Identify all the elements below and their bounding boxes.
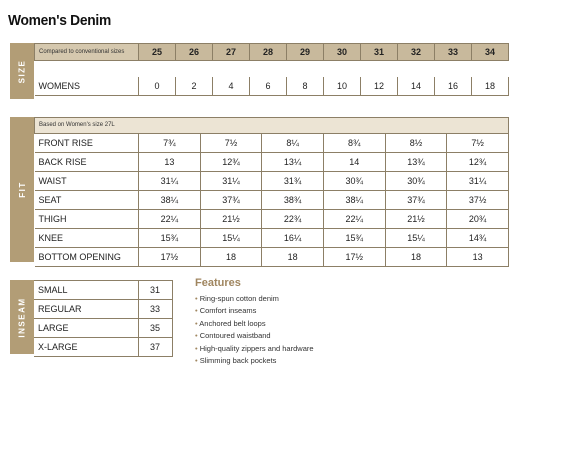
fit-value: 15¾	[323, 229, 385, 248]
fit-row-label: BACK RISE	[35, 153, 139, 172]
feature-item: • Ring-spun cotton denim	[195, 293, 314, 305]
feature-item: • Anchored belt loops	[195, 318, 314, 330]
fit-value: 38¼	[323, 191, 385, 210]
fit-value: 21½	[385, 210, 447, 229]
fit-table	[34, 117, 509, 267]
fit-value: 22¼	[139, 210, 201, 229]
inseam-row	[34, 281, 172, 300]
fit-value: 18	[262, 248, 324, 267]
size-note: Compared to conventional sizes	[35, 44, 139, 61]
fit-value: 38¾	[262, 191, 324, 210]
inseam-value: 31	[138, 281, 172, 300]
feature-item: • Comfort inseams	[195, 305, 314, 317]
inseam-section-label	[10, 280, 34, 354]
fit-label-text: FIT	[17, 181, 27, 198]
fit-value: 31¼	[447, 172, 509, 191]
inseam-row	[34, 338, 172, 357]
inseam-row	[34, 300, 172, 319]
fit-row	[35, 191, 509, 210]
fit-value: 18	[385, 248, 447, 267]
womens-row	[35, 77, 509, 96]
fit-value: 17½	[139, 248, 201, 267]
page-title: Women's Denim	[8, 12, 111, 29]
womens-value: 6	[250, 77, 287, 96]
fit-section-label	[10, 117, 34, 262]
womens-value: 10	[324, 77, 361, 96]
fit-value: 14¾	[447, 229, 509, 248]
size-section-label	[10, 43, 34, 99]
fit-value: 31¾	[262, 172, 324, 191]
fit-value: 22¾	[262, 210, 324, 229]
fit-row	[35, 229, 509, 248]
fit-value: 16¼	[262, 229, 324, 248]
size-spacer-row	[35, 61, 509, 78]
size-table	[34, 43, 509, 96]
fit-value: 15¼	[200, 229, 262, 248]
fit-value: 31¼	[139, 172, 201, 191]
size-31: 31	[361, 44, 398, 61]
fit-value: 38¼	[139, 191, 201, 210]
womens-value: 4	[213, 77, 250, 96]
inseam-row-label: X-LARGE	[34, 338, 138, 357]
fit-header-row	[35, 118, 509, 134]
womens-value: 14	[398, 77, 435, 96]
size-33: 33	[435, 44, 472, 61]
fit-row-label: BOTTOM OPENING	[35, 248, 139, 267]
fit-row-label: KNEE	[35, 229, 139, 248]
fit-value: 7½	[447, 134, 509, 153]
fit-row-label: FRONT RISE	[35, 134, 139, 153]
size-25: 25	[139, 44, 176, 61]
fit-row-label: THIGH	[35, 210, 139, 229]
fit-value: 12¾	[447, 153, 509, 172]
fit-value: 37½	[447, 191, 509, 210]
size-26: 26	[176, 44, 213, 61]
fit-value: 7¾	[139, 134, 201, 153]
womens-value: 2	[176, 77, 213, 96]
womens-value: 16	[435, 77, 472, 96]
fit-value: 15¾	[139, 229, 201, 248]
womens-value: 12	[361, 77, 398, 96]
fit-value: 8½	[385, 134, 447, 153]
inseam-label-text: INSEAM	[17, 296, 27, 338]
feature-item: • Contoured waistband	[195, 330, 314, 342]
womens-value: 8	[287, 77, 324, 96]
feature-item: • Slimming back pockets	[195, 355, 314, 367]
fit-value: 18	[200, 248, 262, 267]
fit-row	[35, 153, 509, 172]
fit-row	[35, 248, 509, 267]
fit-value: 21½	[200, 210, 262, 229]
inseam-row	[34, 319, 172, 338]
fit-value: 30¾	[385, 172, 447, 191]
size-28: 28	[250, 44, 287, 61]
fit-note: Based on Women's size 27L	[35, 118, 509, 134]
size-27: 27	[213, 44, 250, 61]
fit-value: 14	[323, 153, 385, 172]
fit-value: 8¾	[323, 134, 385, 153]
size-32: 32	[398, 44, 435, 61]
fit-value: 17½	[323, 248, 385, 267]
inseam-row-label: LARGE	[34, 319, 138, 338]
fit-value: 30¾	[323, 172, 385, 191]
fit-value: 7½	[200, 134, 262, 153]
inseam-table	[34, 280, 173, 357]
fit-value: 13	[447, 248, 509, 267]
fit-row-label: SEAT	[35, 191, 139, 210]
fit-value: 37¾	[385, 191, 447, 210]
feature-item: • High-quality zippers and hardware	[195, 343, 314, 355]
inseam-value: 37	[138, 338, 172, 357]
womens-value: 18	[472, 77, 509, 96]
fit-value: 13¼	[262, 153, 324, 172]
fit-row	[35, 172, 509, 191]
fit-value: 13¾	[385, 153, 447, 172]
size-30: 30	[324, 44, 361, 61]
size-label-text: SIZE	[17, 59, 27, 83]
fit-row-label: WAIST	[35, 172, 139, 191]
inseam-row-label: SMALL	[34, 281, 138, 300]
fit-value: 22¼	[323, 210, 385, 229]
fit-value: 8¼	[262, 134, 324, 153]
fit-value: 37¾	[200, 191, 262, 210]
fit-value: 20¾	[447, 210, 509, 229]
fit-value: 13	[139, 153, 201, 172]
size-29: 29	[287, 44, 324, 61]
womens-value: 0	[139, 77, 176, 96]
size-34: 34	[472, 44, 509, 61]
fit-value: 12¾	[200, 153, 262, 172]
inseam-row-label: REGULAR	[34, 300, 138, 319]
fit-row	[35, 210, 509, 229]
inseam-value: 35	[138, 319, 172, 338]
features-list	[195, 293, 314, 367]
inseam-value: 33	[138, 300, 172, 319]
features-title: Features	[195, 277, 241, 289]
womens-label: WOMENS	[35, 77, 139, 96]
size-header-row	[35, 44, 509, 61]
fit-value: 15¼	[385, 229, 447, 248]
fit-value: 31¼	[200, 172, 262, 191]
fit-row	[35, 134, 509, 153]
